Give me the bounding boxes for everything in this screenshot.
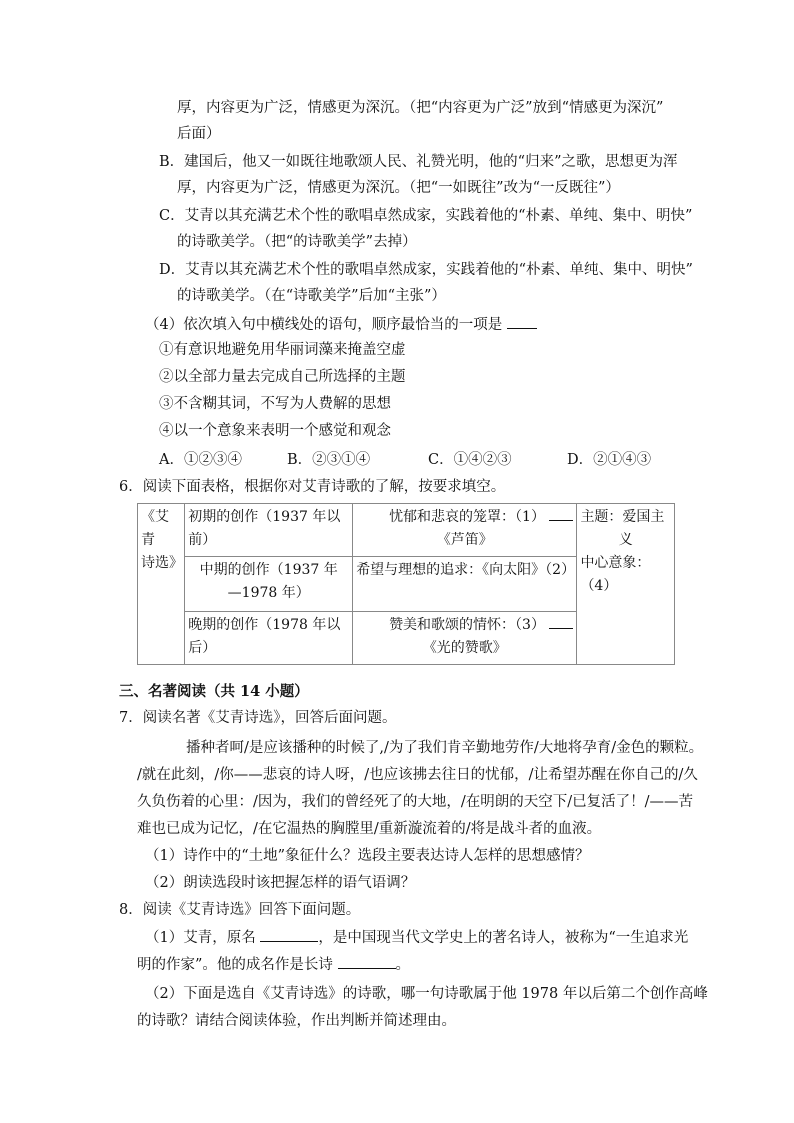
q8-sub1-text-d: 。 bbox=[395, 957, 411, 973]
table-image-line: 中心意象：（4） bbox=[580, 555, 651, 594]
option-a-tail-line1: 厚，内容更为广泛，情感更为深沉。（把“内容更为广泛”放到“情感更为深沉” bbox=[177, 100, 664, 116]
table-late-line1-text: 赞美和歌颂的情怀：（3） bbox=[389, 617, 545, 633]
table-early-line1 bbox=[356, 506, 573, 529]
q5-4-item-4: ④以一个意象来表明一个感觉和观念 bbox=[159, 423, 391, 439]
q7-poem-line2: /就在此刻，/你——悲哀的诗人呀，/也应该拂去往日的忧郁，/让希望苏醒在你自己的/久 bbox=[137, 767, 698, 783]
section-heading: 三、名著阅读（共 14 小题） bbox=[119, 683, 309, 700]
q7-poem-line4: 难也已成为记忆，/在它温热的胸膛里/重新漩流着的/将是战斗者的血液。 bbox=[137, 821, 602, 837]
q8-stem: 8．阅读《艾青诗选》回答下面问题。 bbox=[119, 902, 361, 918]
table-theme-cell bbox=[577, 504, 675, 665]
table-late-content bbox=[353, 612, 577, 665]
table-early-line1-text: 忧郁和悲哀的笼罩：（1） bbox=[389, 509, 545, 525]
q5-4-item-1: ①有意识地避免用华丽词藻来掩盖空虚 bbox=[159, 342, 406, 358]
q5-4-item-2: ②以全部力量去完成自己所选择的主题 bbox=[159, 369, 406, 385]
table-late-period-text: 晚期的创作（1978 年以后） bbox=[188, 617, 341, 656]
table-early-content bbox=[353, 504, 577, 557]
q6-stem: 6．阅读下面表格，根据你对艾青诗歌的了解，按要求填空。 bbox=[119, 479, 506, 495]
table-late-line2: 《光的赞歌》 bbox=[422, 640, 507, 656]
q7-poem-line3: 久负伤着的心里：/因为，我们的曾经死了的大地，/在明朗的天空下/已复活了！/——苦 bbox=[137, 794, 694, 810]
table-middle-line2: —1978 年） bbox=[227, 585, 310, 601]
table-middle-content bbox=[353, 557, 577, 612]
q7-sub2: （2）朗读选段时该把握怎样的语气语调？ bbox=[145, 875, 416, 891]
option-d-line2: 的诗歌美学。（在“诗歌美学”后加“主张”） bbox=[177, 288, 446, 304]
q8-sub1-text-b: ，是中国现当代文学史上的著名诗人，被称为“一生追求光 bbox=[318, 930, 689, 946]
table-late-period bbox=[185, 612, 353, 665]
q5-4-answer-blank[interactable] bbox=[507, 314, 537, 329]
q5-4-choice-c: C．①④②③ bbox=[428, 452, 512, 468]
q5-4-stem bbox=[145, 314, 537, 335]
option-c-line1: C．艾青以其充满艺术个性的歌唱卓然成家，实践着他的“朴素、单纯、集中、明快” bbox=[159, 208, 693, 224]
q7-sub1: （1）诗作中的“土地”象征什么？选段主要表达诗人怎样的思想感情？ bbox=[145, 848, 590, 864]
q5-4-choice-b: B．②③①④ bbox=[287, 452, 371, 468]
q5-4-choice-d: D．②①④③ bbox=[567, 452, 652, 468]
q5-4-item-3: ③不含糊其词，不写为人费解的思想 bbox=[159, 396, 391, 412]
table-middle-line1: 中期的创作（1937 年 bbox=[199, 562, 338, 578]
table-middle-text: 希望与理想的追求：《向太阳》（2） bbox=[356, 562, 576, 578]
table-early-line2: 《芦笛》 bbox=[436, 532, 493, 548]
table-book-cell bbox=[138, 504, 185, 665]
q8-sub2-line2: 的诗歌？请结合阅读体验，作出判断并简述理由。 bbox=[137, 1013, 456, 1029]
q8-sub2-line1: （2）下面是选自《艾青诗选》的诗歌，哪一句诗歌属于他 1978 年以后第二个创作高峰 bbox=[145, 986, 708, 1002]
poetry-table bbox=[137, 503, 675, 665]
q8-blank-name[interactable] bbox=[260, 927, 318, 942]
q7-poem-line1: 播种者呵/是应该播种的时候了,/为了我们肯辛勤地劳作/大地将孕育/金色的颗粒。 bbox=[186, 740, 704, 756]
table-middle-period bbox=[185, 557, 353, 612]
table-book-line1: 《艾青 bbox=[141, 509, 169, 548]
q8-sub1-text-c: 明的作家”。他的成名作是长诗 bbox=[137, 957, 333, 973]
blank-1[interactable] bbox=[549, 506, 573, 521]
blank-3[interactable] bbox=[549, 614, 573, 629]
q8-sub1-text-a: （1）艾青，原名 bbox=[145, 930, 256, 946]
option-c-line2: 的诗歌美学。（把“的诗歌美学”去掉） bbox=[177, 234, 417, 250]
q5-4-stem-text: （4）依次填入句中横线处的语句，顺序最恰当的一项是 bbox=[145, 317, 503, 333]
table-book-line2: 诗选》 bbox=[141, 555, 183, 571]
table-early-period-text: 初期的创作（1937 年以前） bbox=[188, 509, 341, 548]
option-b-line1: B．建国后，他又一如既往地歌颂人民、礼赞光明，他的“归来”之歌，思想更为浑 bbox=[159, 154, 678, 170]
table-late-line1 bbox=[356, 614, 573, 637]
q8-sub1-line2 bbox=[137, 954, 410, 975]
table-early-period bbox=[185, 504, 353, 557]
table-theme-line2: 义 bbox=[618, 532, 633, 548]
q7-stem: 7．阅读名著《艾青诗选》，回答后面问题。 bbox=[119, 710, 397, 726]
option-a-tail-line2: 后面） bbox=[177, 126, 221, 142]
table-theme-line1: 主题：爱国主 bbox=[580, 509, 665, 525]
option-d-line1: D．艾青以其充满艺术个性的歌唱卓然成家，实践着他的“朴素、单纯、集中、明快” bbox=[159, 262, 693, 278]
q5-4-choice-a: A．①②③④ bbox=[159, 452, 242, 468]
q8-sub1-line1 bbox=[145, 927, 688, 948]
q8-blank-poem[interactable] bbox=[338, 954, 396, 969]
option-b-line2: 厚，内容更为广泛，情感更为深沉。（把“一如既往”改为“一反既往”） bbox=[177, 180, 620, 196]
